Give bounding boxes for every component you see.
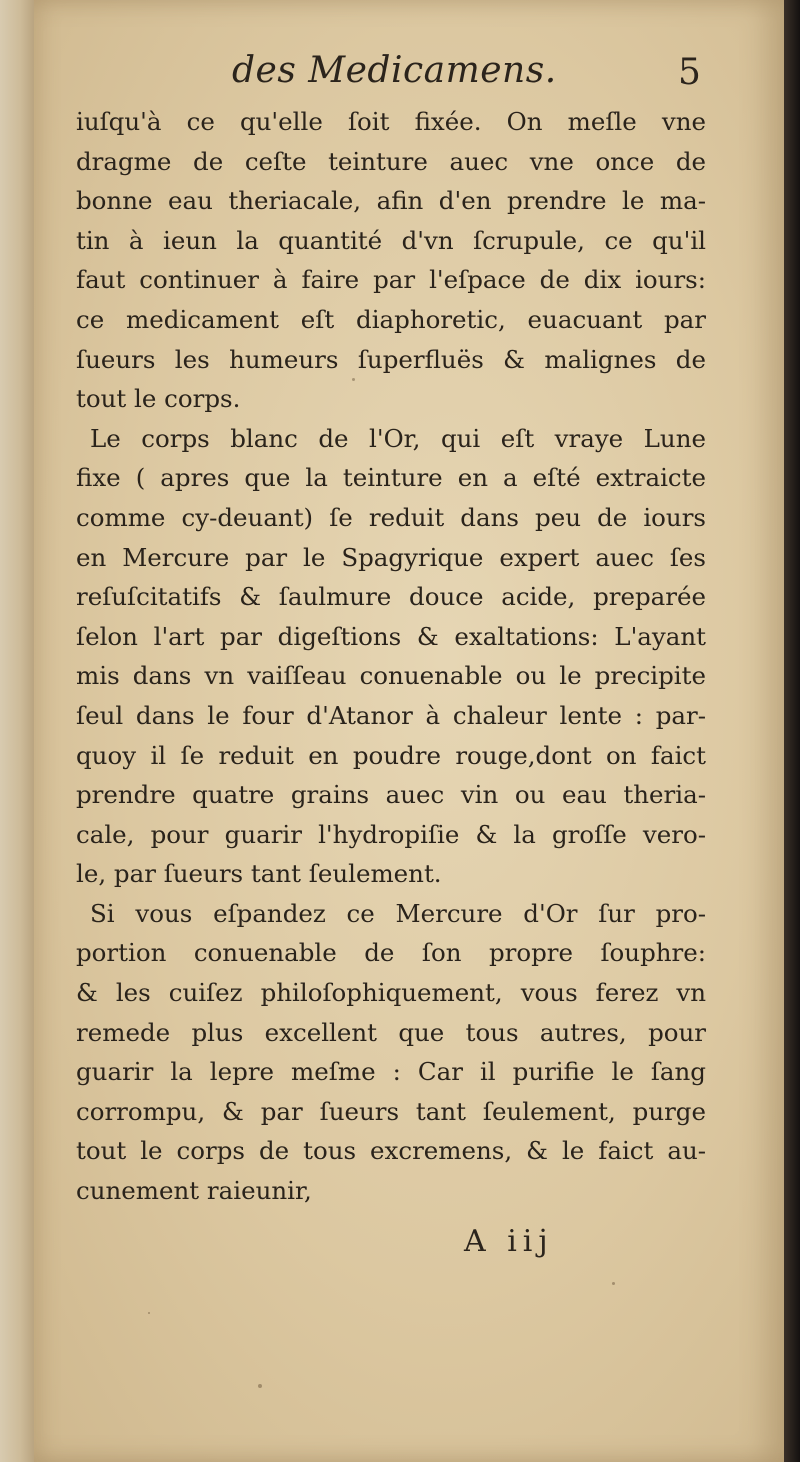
page-number: 5 bbox=[678, 52, 701, 93]
paper-speck bbox=[258, 1384, 262, 1388]
text-line: cale, pour guarir l'hydropiſie & la groſſe vero- bbox=[76, 819, 706, 849]
text-line: ce medicament eſt diaphoretic, euacuant par bbox=[76, 304, 706, 334]
text-line: iuſqu'à ce qu'elle ſoit fixée. On meſle vne bbox=[76, 107, 706, 136]
text-line: Si vous eſpandez ce Mercure d'Or ſur pro- bbox=[90, 898, 706, 928]
previous-page-edge bbox=[0, 0, 34, 1462]
text-line: cunement raieunir, bbox=[76, 1176, 312, 1206]
text-line: guarir la lepre meſme : Car il purifie le ſang bbox=[76, 1057, 706, 1087]
text-line: en Mercure par le Spagyrique expert auec ſes bbox=[76, 542, 706, 572]
text-line: le, par ſueurs tant ſeulement. bbox=[76, 859, 442, 889]
text-line: ſelon l'art par digeſtions & exaltations: L'ayant bbox=[76, 621, 706, 651]
text-line: remede plus excellent que tous autres, pour bbox=[76, 1017, 706, 1047]
text-line: corrompu, & par ſueurs tant ſeulement, purge bbox=[76, 1096, 706, 1126]
paper-speck bbox=[352, 378, 355, 381]
text-line: prendre quatre grains auec vin ou eau theria- bbox=[76, 780, 706, 810]
text-line: portion conuenable de ſon propre ſouphre: bbox=[76, 938, 706, 968]
text-line: fixe ( apres que la teinture en a eſté extraicte bbox=[76, 463, 706, 493]
text-line: Le corps blanc de l'Or, qui eſt vraye Lune bbox=[90, 423, 706, 453]
text-line: & les cuiſez philoſophiquement, vous ferez vn bbox=[76, 978, 706, 1008]
page-header bbox=[0, 44, 800, 104]
text-line: mis dans vn vaiſſeau conuenable ou le precipite bbox=[76, 661, 706, 691]
signature-mark: A iij bbox=[464, 1224, 554, 1259]
text-line: ſueurs les humeurs ſuperfluës & malignes de bbox=[76, 344, 706, 374]
text-line: faut continuer à faire par l'eſpace de dix iours: bbox=[76, 265, 706, 295]
text-line: reſuſcitatifs & ſaulmure douce acide, preparée bbox=[76, 582, 706, 612]
text-line: tin à ieun la quantité d'vn ſcrupule, ce qu'il bbox=[76, 225, 706, 255]
running-title: des Medicamens. bbox=[232, 50, 557, 91]
text-line: quoy il ſe reduit en poudre rouge,dont on faict bbox=[76, 740, 706, 770]
body-text bbox=[76, 102, 706, 1211]
text-line: bonne eau theriacale, afin d'en prendre le ma- bbox=[76, 186, 706, 216]
text-line: tout le corps. bbox=[76, 384, 241, 414]
text-line: dragme de ceſte teinture auec vne once de bbox=[76, 146, 706, 176]
paper-speck bbox=[148, 1312, 150, 1314]
text-line: comme cy-deuant) ſe reduit dans peu de iours bbox=[76, 502, 706, 532]
page-gutter-shadow bbox=[784, 0, 800, 1462]
text-line: ſeul dans le four d'Atanor à chaleur lente : par- bbox=[76, 700, 706, 730]
paper-speck bbox=[612, 1282, 615, 1285]
text-line: tout le corps de tous excremens, & le faict au- bbox=[76, 1136, 706, 1166]
